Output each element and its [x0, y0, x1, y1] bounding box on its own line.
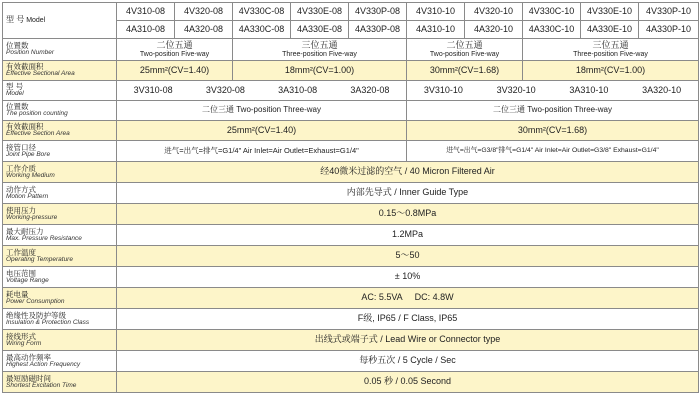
model-cell: 3A320-08: [350, 84, 390, 95]
spec-row-motion-pattern: [3, 183, 699, 204]
spec-value: 1.2MPa: [117, 225, 699, 246]
row-label: 位置数 The position counting: [3, 101, 117, 121]
position-number-row: [3, 39, 699, 61]
area-cell: 25mm²(CV=1.40): [117, 121, 407, 141]
spec-value: ± 10%: [117, 267, 699, 288]
spec-value: F级, IP65 / F Class, IP65: [117, 309, 699, 330]
row-label: 绝缘性及防护等级 Insulation & Protection Class: [3, 309, 117, 330]
model-cell: 4A330P-10: [639, 21, 699, 39]
row-label: 最短励磁时间 Shortest Excitation Time: [3, 372, 117, 393]
pipe-bore-cell: 进气=出气=G3/8"排气=G1/4" Air Inlet=Air Outlet=G3/8" Exhaust=G1/4": [407, 141, 699, 162]
model-cell: 3V320-10: [496, 84, 536, 95]
model-label-cell: [3, 3, 117, 39]
spec-row-max-pressure: [3, 225, 699, 246]
row-label: 工作温度 Operating Temperature: [3, 246, 117, 267]
model-cell: 4V330E-10: [581, 3, 639, 21]
spec-row-working-pressure: [3, 204, 699, 225]
spec-row-insulation: [3, 309, 699, 330]
position-cell: 二位五通 Two-position Five-way: [407, 39, 523, 61]
model-cell: 4A330E-10: [581, 21, 639, 39]
spec-row-operating-temperature: [3, 246, 699, 267]
row-label: 有效截面积 Effective Sectional Area: [3, 61, 117, 81]
row-label: 最高动作频率 Highest Action Frequency: [3, 351, 117, 372]
position-cell: 二位三通 Two-position Three-way: [407, 101, 699, 121]
model-cell: 3A310-10: [569, 84, 609, 95]
model-cell: 4V330P-08: [349, 3, 407, 21]
model-cell: 4V330E-08: [291, 3, 349, 21]
model-cell: 4V330C-08: [233, 3, 291, 21]
effective-area-row: [3, 61, 699, 81]
model-cell: 3A310-08: [278, 84, 318, 95]
row-label: 使用压力 Working-pressure: [3, 204, 117, 225]
model-cell: 4A320-08: [175, 21, 233, 39]
model-cell: 4V310-08: [117, 3, 175, 21]
model-cell: 3A320-10: [642, 84, 682, 95]
spec-row-excitation-time: [3, 372, 699, 393]
area-cell: 18mm²(CV=1.00): [233, 61, 407, 81]
spec-row-power-consumption: [3, 288, 699, 309]
area-cell: 25mm²(CV=1.40): [117, 61, 233, 81]
model-cell: 3V310-10: [423, 84, 463, 95]
spec-value: 5～50: [117, 246, 699, 267]
row-label: 动作方式 Motion Pattern: [3, 183, 117, 204]
area-cell: 18mm²(CV=1.00): [523, 61, 699, 81]
spec-value: 经40微米过滤的空气 / 40 Micron Filtered Air: [117, 162, 699, 183]
joint-pipe-bore-row: [3, 141, 699, 162]
position-cell: 三位五通 Three-position Five-way: [233, 39, 407, 61]
spec-value: 出线式或端子式 / Lead Wire or Connector type: [117, 330, 699, 351]
row-label: 接线形式 Wiring Form: [3, 330, 117, 351]
model-cell: 4V320-08: [175, 3, 233, 21]
model-group-08: [117, 81, 407, 101]
spec-value: 内部先导式 / Inner Guide Type: [117, 183, 699, 204]
row-label: 有效截面积 Effective Section Area: [3, 121, 117, 141]
model-cell: 3V310-08: [133, 84, 173, 95]
spec-row-wiring-form: [3, 330, 699, 351]
spec-value: AC: 5.5VA DC: 4.8W: [117, 288, 699, 309]
row-label: 电压范围 Voltage Range: [3, 267, 117, 288]
model-cell: 4A330P-08: [349, 21, 407, 39]
spec-row-working-medium: [3, 162, 699, 183]
model-cell: 4V320-10: [465, 3, 523, 21]
model-label-cn: 型 号: [6, 15, 25, 25]
model-cell: 4A330E-08: [291, 21, 349, 39]
model-row-4v-top: [3, 3, 699, 21]
position-cell: 二位五通 Two-position Five-way: [117, 39, 233, 61]
model-row-3v: [3, 81, 699, 101]
model-cell: 4A320-10: [465, 21, 523, 39]
model-cell: 4A330C-08: [233, 21, 291, 39]
row-label: 耗电量 Power Consumption: [3, 288, 117, 309]
model-cell: 4V310-10: [407, 3, 465, 21]
position-counting-row: [3, 101, 699, 121]
model-cell: 4A330C-10: [523, 21, 581, 39]
model-cell: 4A310-08: [117, 21, 175, 39]
position-cell: 二位三通 Two-position Three-way: [117, 101, 407, 121]
spec-value: 0.15～0.8MPa: [117, 204, 699, 225]
spec-row-voltage-range: [3, 267, 699, 288]
spec-value: 0.05 秒 / 0.05 Second: [117, 372, 699, 393]
row-label: 接管口径 Joint Pipe Bore: [3, 141, 117, 162]
spec-row-action-frequency: [3, 351, 699, 372]
spec-value: 每秒五次 / 5 Cycle / Sec: [117, 351, 699, 372]
row-label: 型 号 Model: [3, 81, 117, 101]
model-cell: 3V320-08: [205, 84, 245, 95]
pipe-bore-cell: 进气=出气=排气=G1/4" Air Inlet=Air Outlet=Exhaust=G1/4": [117, 141, 407, 162]
model-cell: 4A310-10: [407, 21, 465, 39]
row-label: 最大耐压力 Max. Pressure Resistance: [3, 225, 117, 246]
model-cell: 4V330P-10: [639, 3, 699, 21]
model-label-en: Model: [26, 17, 46, 25]
position-cell: 三位五通 Three-position Five-way: [523, 39, 699, 61]
area-cell: 30mm²(CV=1.68): [407, 121, 699, 141]
model-cell: 4V330C-10: [523, 3, 581, 21]
model-group-10: [407, 81, 699, 101]
row-label: 位置数 Position Number: [3, 39, 117, 61]
row-label: 工作介质 Working Medium: [3, 162, 117, 183]
area-cell: 30mm²(CV=1.68): [407, 61, 523, 81]
spec-table: [2, 2, 699, 393]
effective-section-row: [3, 121, 699, 141]
